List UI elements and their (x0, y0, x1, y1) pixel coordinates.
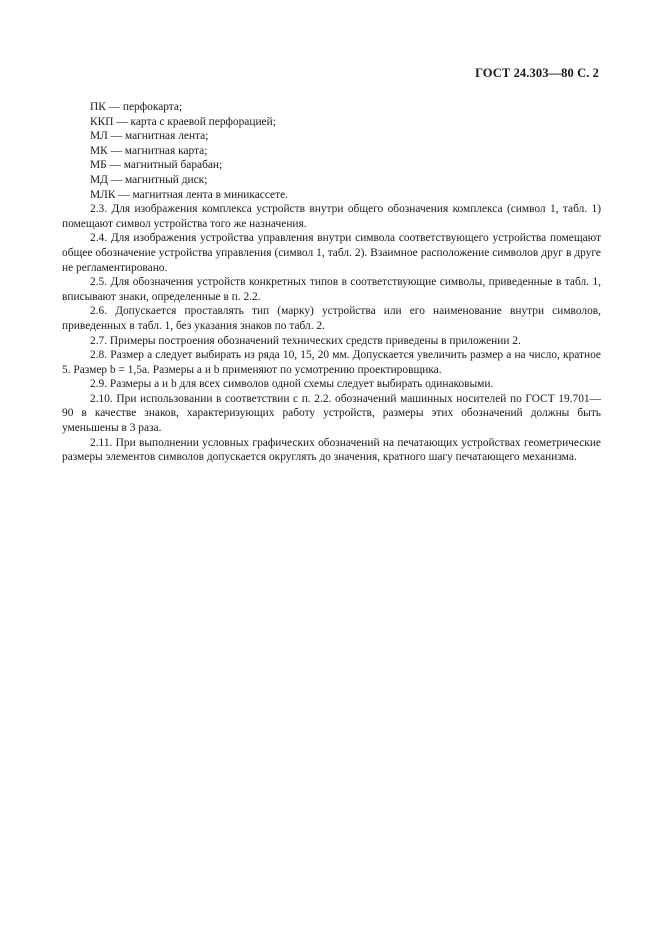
paragraph-2-10: 2.10. При использовании в соответствии с п. 2.2. обозначений машинных носителей по ГОСТ 19.701—90 в качестве знаков, характеризующих работу устройств, размеры этих обозначений должны быть уменьшены в 3 раза. (62, 392, 601, 435)
abbreviation-item: ПК — перфокарта; (90, 101, 183, 113)
paragraph-2-8: 2.8. Размер a следует выбирать из ряда 10, 15, 20 мм. Допускается увеличить размер a на число, кратное 5. Размер b = 1,5a. Размеры a и b применяют по усмотрению проектировщика. (62, 349, 601, 376)
paragraph-2-5: 2.5. Для обозначения устройств конкретных типов в соответствующие символы, приведенные в табл. 1, вписывают знаки, определенные в п. 2.2. (62, 276, 601, 303)
page-header: ГОСТ 24.303—80 С. 2 (475, 66, 599, 80)
abbreviation-item: МЛК — магнитная лента в миникассете. (90, 188, 288, 201)
paragraph-2-4: 2.4. Для изображения устройства управления внутри символа соответствующего устройства помещают общее обозначение устройства управления (символ 1, табл. 2). Взаимное расположение символов друг в друге не регламентировано. (62, 232, 601, 274)
abbreviation-item: ККП — карта с краевой перфорацией; (90, 115, 276, 128)
abbreviation-item: МБ — магнитный барабан; (90, 159, 223, 172)
document-body (62, 100, 601, 465)
paragraph-2-6: 2.6. Допускается проставлять тип (марку) устройства или его наименование внутри символов, приведенных в табл. 1, без указания знаков по табл. 2. (62, 305, 601, 332)
paragraph-2-3: 2.3. Для изображения комплекса устройств внутри общего обозначения комплекса (символ 1, табл. 1) помещают символ устройства того же назначения. (62, 203, 601, 230)
abbreviation-item: МД — магнитный диск; (90, 173, 208, 186)
paragraph-2-9: 2.9. Размеры a и b для всех символов одной схемы следует выбирать одинаковыми. (90, 378, 494, 391)
abbreviation-item: МК — магнитная карта; (90, 144, 208, 157)
abbreviation-list (62, 100, 601, 202)
paragraph-2-11: 2.11. При выполнении условных графических обозначений на печатающих устройствах геометрические размеры элементов символов допускается округлять до значения, кратного шагу печатающего механизма. (62, 436, 601, 464)
paragraph-2-7: 2.7. Примеры построения обозначений технических средств приведены в приложении 2. (90, 334, 521, 347)
abbreviation-item: МЛ — магнитная лента; (90, 130, 209, 143)
